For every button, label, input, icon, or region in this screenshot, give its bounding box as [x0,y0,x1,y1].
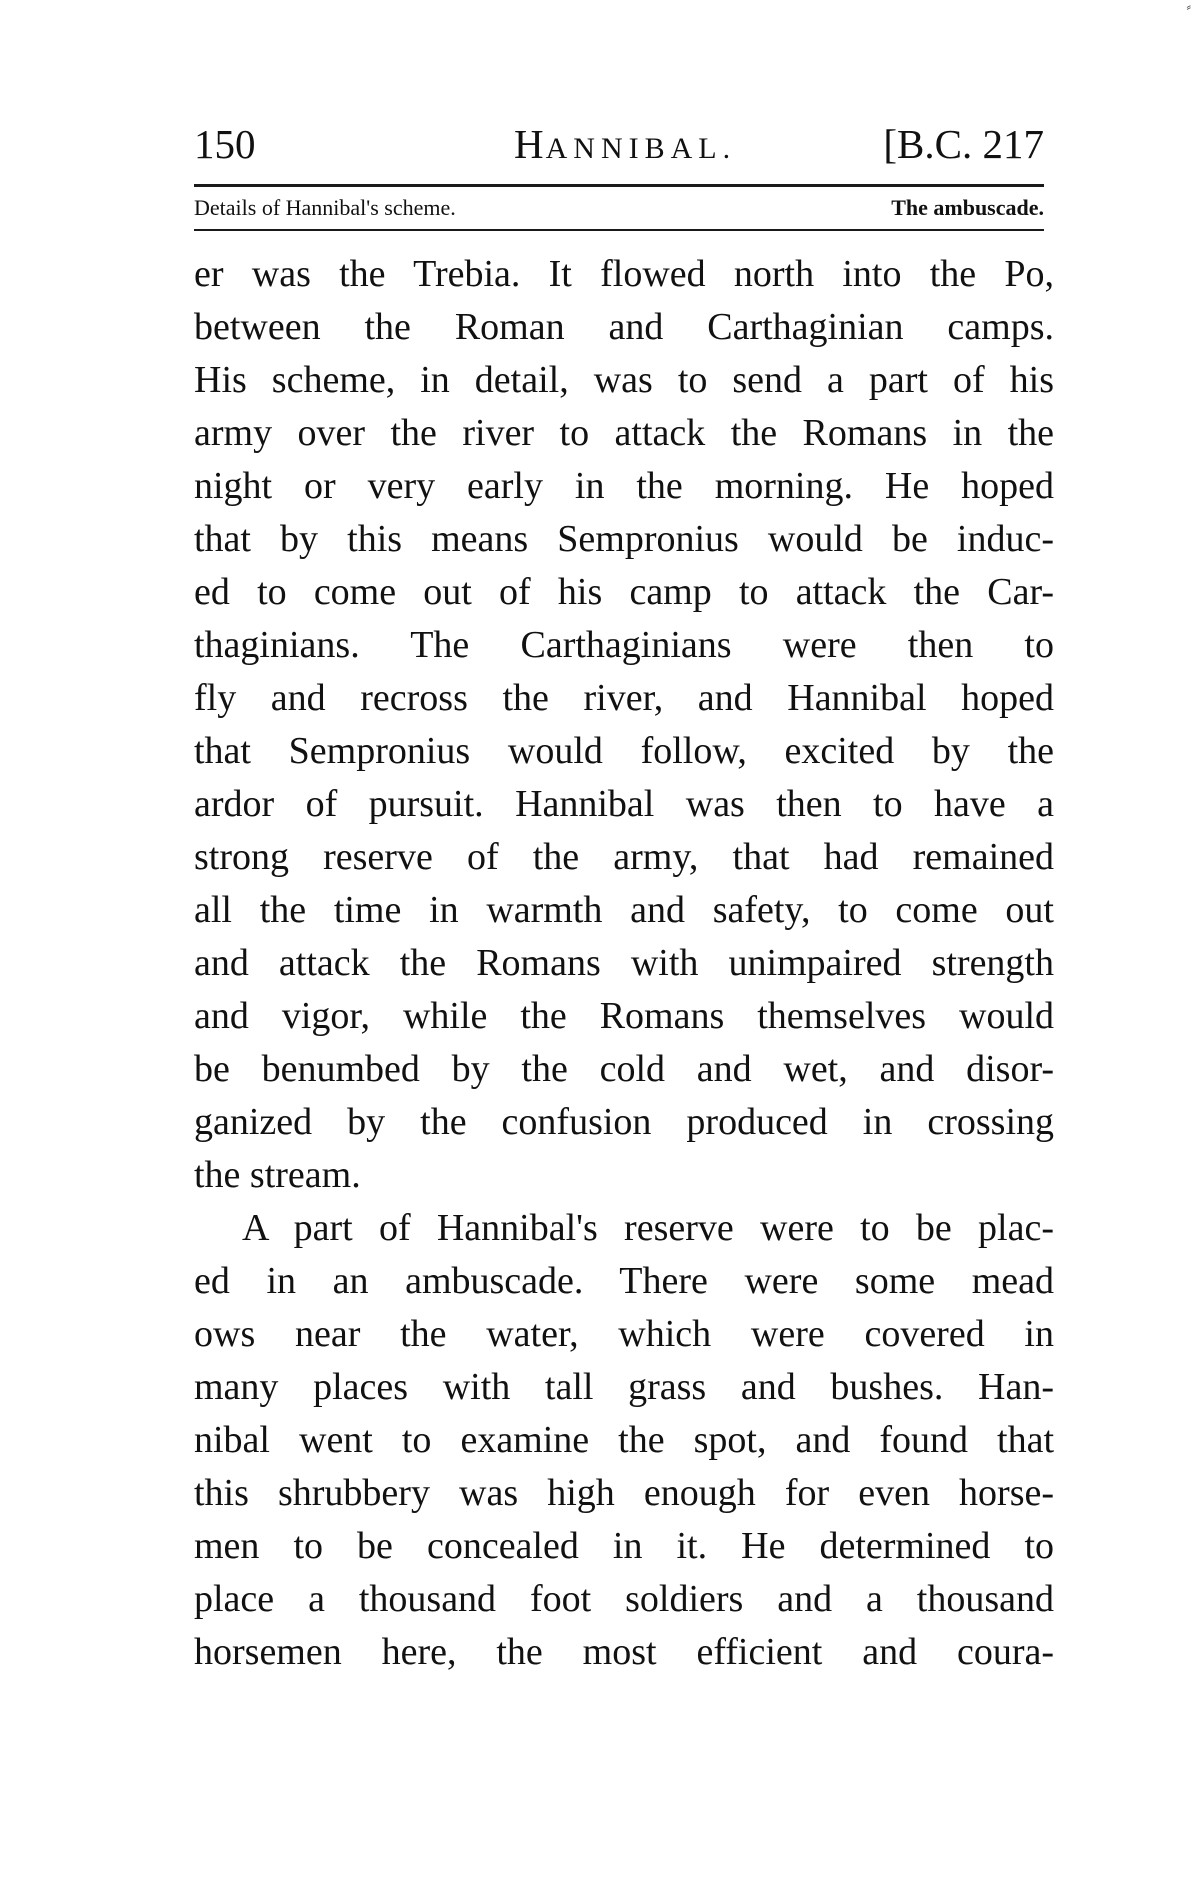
text-line: that by this means Sempronius would be induc- [194,518,1054,560]
text-line: the stream. [194,1154,361,1196]
text-line: strong reserve of the army, that had remained [194,836,1054,878]
text-line: and attack the Romans with unimpaired strength [194,942,1054,984]
page-number: 150 [194,121,256,167]
running-title [514,118,736,175]
date-reference: [B.C. 217 [883,121,1044,167]
text-line: all the time in warmth and safety, to come out [194,889,1054,931]
text-line: night or very early in the morning. He hoped [194,465,1054,507]
text-line: be benumbed by the cold and wet, and disor- [194,1048,1054,1090]
text-line: thaginians. The Carthaginians were then to [194,624,1054,666]
text-line: ows near the water, which were covered in [194,1313,1054,1355]
marginal-headings [194,191,1044,225]
text-line: ed in an ambuscade. There were some mead [194,1260,1054,1302]
text-line: men to be concealed in it. He determined to [194,1525,1054,1567]
running-title-rest: ANNIBAL. [545,132,737,165]
text-line: er was the Trebia. It flowed north into the Po, [194,253,1054,295]
running-header [194,118,1044,170]
text-line: that Sempronius would follow, excited by the [194,730,1054,772]
text-line: ganized by the confusion produced in crossing [194,1101,1054,1143]
text-line: this shrubbery was high enough for even horse- [194,1472,1054,1514]
text-line: fly and recross the river, and Hannibal hoped [194,677,1054,719]
text-line: A part of Hannibal's reserve were to be plac- [242,1207,1054,1249]
text-line: place a thousand foot soldiers and a thousand [194,1578,1054,1620]
text-line: ardor of pursuit. Hannibal was then to have a [194,783,1054,825]
body-text [194,248,1054,1679]
text-line: army over the river to attack the Romans in the [194,412,1054,454]
text-line: ed to come out of his camp to attack the Car- [194,571,1054,613]
text-line: horsemen here, the most efficient and coura- [194,1631,1054,1673]
header-rule-top [194,184,1044,187]
text-line: between the Roman and Carthaginian camps. [194,306,1054,348]
running-title-initial: H [514,121,546,167]
text-line: His scheme, in detail, was to send a part of his [194,359,1054,401]
text-line: many places with tall grass and bushes. Han- [194,1366,1054,1408]
marginal-heading-left: Details of Hannibal's scheme. [194,195,456,220]
corner-mark: ⸗ [1186,0,1191,15]
header-rule-bottom [194,229,1044,231]
marginal-heading-right: The ambuscade. [891,195,1044,220]
text-line: nibal went to examine the spot, and found that [194,1419,1054,1461]
text-line: and vigor, while the Romans themselves would [194,995,1054,1037]
